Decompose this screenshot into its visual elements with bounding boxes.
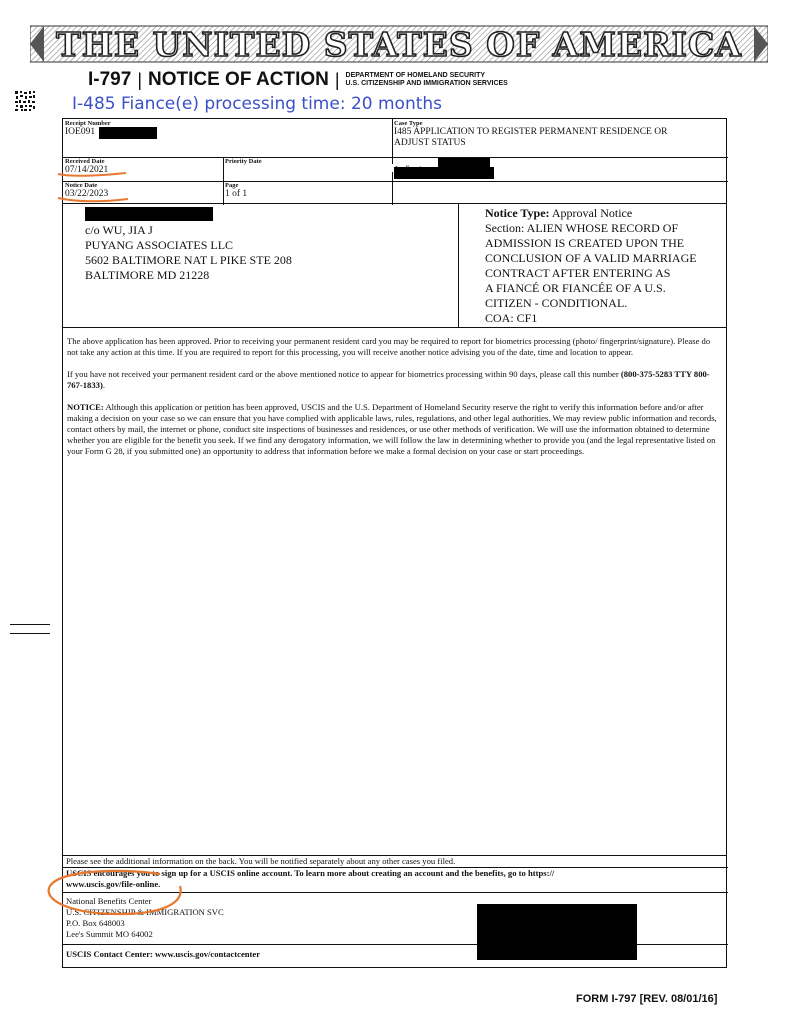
notice-type-value: Approval Notice (551, 206, 633, 220)
address-line: PUYANG ASSOCIATES LLC (85, 238, 234, 252)
notice-label: NOTICE: (67, 402, 104, 412)
case-type-value-2: ADJUST STATUS (394, 138, 466, 148)
receipt-number-label: Receipt Number (65, 120, 111, 127)
case-info-table (62, 118, 727, 204)
biometrics-paragraph (67, 369, 722, 391)
margin-line (10, 633, 50, 634)
address-line: BALTIMORE MD 21228 (85, 268, 210, 282)
redaction-bar (85, 207, 213, 221)
agency-name (346, 72, 508, 88)
notice-type-label: Notice Type: (485, 206, 550, 220)
banner-title: THE UNITED STATES OF AMERICA (56, 24, 742, 64)
header-separator: | (137, 69, 142, 90)
notice-section-line: Section: ALIEN WHOSE RECORD OF (485, 221, 679, 235)
case-type-value-1: I485 APPLICATION TO REGISTER PERMANENT RESIDENCE OR (394, 127, 668, 137)
header-separator-2: | (334, 69, 340, 90)
redaction-bar (477, 904, 637, 960)
notice-date-label: Notice Date (65, 182, 98, 189)
notice-type (485, 206, 728, 221)
contact-phone: (800-375-5283 TTY 800-767-1833) (67, 369, 710, 390)
address-section (62, 204, 727, 328)
notice-heading: NOTICE OF ACTION (148, 69, 329, 90)
online-account-text: USCIS encourages you to sign up for a USCIS online account. To learn more about creating an account and the benefits, go to https:// (66, 868, 555, 878)
notice-section-line: ADMISSION IS CREATED UPON THE (485, 236, 685, 250)
notice-section-line: COA: CF1 (485, 311, 538, 325)
page-label: Page (225, 182, 239, 189)
notice-section-line: CITIZEN - CONDITIONAL. (485, 296, 628, 310)
additional-info-text: Please see the additional information on the back. You will be notified separately about any other cases you filed. (66, 856, 456, 866)
notice-section-line: CONCLUSION OF A VALID MARRIAGE (485, 251, 697, 265)
redaction-bar (99, 127, 157, 139)
link-highlight-circle (40, 866, 190, 922)
address-line: 5602 BALTIMORE NAT L PIKE STE 208 (85, 253, 292, 267)
notice-type-box (458, 204, 728, 328)
received-date-value: 07/14/2021 (65, 165, 109, 175)
contact-center-text: USCIS Contact Center: www.uscis.gov/contactcenter (66, 949, 261, 959)
priority-date-cell (223, 157, 392, 181)
processing-time-annotation: I-485 Fiance(e) processing time: 20 months (72, 94, 443, 114)
notice-text: Although this application or petition has been approved, USCIS and the U.S. Department of Homeland Security reserve the right to verify this information before and/or after making a decision on your case so we can ensure that you have complied with applicable laws, rules, regulations, and other legal authorities. We may review public information and records, contact others by mail, the internet or phone, conduct site inspections of businesses and residences, or use other methods of verification. We will use the information obtained to determine whether you are eligible for the benefit you seek. If we find any derogatory information, we will follow the law in determining whether to provide you (and the legal representative listed on your Form G 28, if you submitted one) an opportunity to address that information before we make a formal decision on your case or start proceedings. (67, 402, 717, 456)
agency-line-1: DEPARTMENT OF HOMELAND SECURITY (345, 72, 486, 79)
banner (30, 22, 768, 66)
page-value: 1 of 1 (225, 189, 248, 199)
address-line: c/o WU, JIA J (85, 223, 153, 237)
notice-body (62, 328, 727, 856)
file-online-link: www.uscis.gov/file-online. (66, 879, 161, 889)
date-highlight-marks (56, 168, 136, 208)
notice-section-line: A FIANCÉ OR FIANCÉE OF A U.S. (485, 281, 666, 295)
receipt-number-cell (63, 119, 392, 157)
case-type-label: Case Type (394, 120, 423, 127)
notice-header (88, 68, 738, 92)
biometrics-text: If you have not received your permanent resident card or the above mentioned notice to appear for biometrics processing within 90 days, please call this number (67, 369, 621, 379)
notice-date-value: 03/22/2023 (65, 189, 109, 199)
office-line: P.O. Box 648003 (66, 918, 125, 928)
redaction-bar (438, 158, 490, 168)
form-revision: FORM I-797 [REV. 08/01/16] (576, 993, 718, 1005)
case-type-cell (392, 119, 728, 157)
form-number: I-797 (88, 69, 132, 90)
approval-paragraph: The above application has been approved. Prior to receiving your permanent resident card you may be required to report for biometrics processing (photo/ fingerprint/signature). Please do not take any action at this time. If you are required to report for this processing, you will receive another notice advising you of the date, time and location to appear. (67, 336, 711, 357)
verification-notice-paragraph (67, 402, 722, 457)
office-line: Lee's Summit MO 64002 (66, 929, 153, 939)
biometrics-text-end: . (102, 380, 105, 390)
mailing-address (85, 223, 292, 283)
barcode-icon (14, 90, 36, 112)
margin-mark (10, 624, 50, 642)
table-divider (392, 181, 728, 182)
margin-line (10, 624, 50, 625)
redaction-bar (394, 167, 494, 179)
office-line: U.S. CITIZENSHIP & IMMIGRATION SVC (66, 907, 224, 917)
receipt-number-value: IOE091 (65, 127, 96, 137)
notice-section-line: CONTRACT AFTER ENTERING AS (485, 266, 671, 280)
priority-date-label: Priority Date (225, 158, 262, 165)
agency-line-2: U.S. CITIZENSHIP AND IMMIGRATION SERVICES (345, 80, 508, 87)
office-line: National Benefits Center (66, 896, 152, 906)
received-date-label: Received Date (65, 158, 105, 165)
page-cell (223, 181, 392, 205)
applicant-cell (392, 157, 728, 181)
